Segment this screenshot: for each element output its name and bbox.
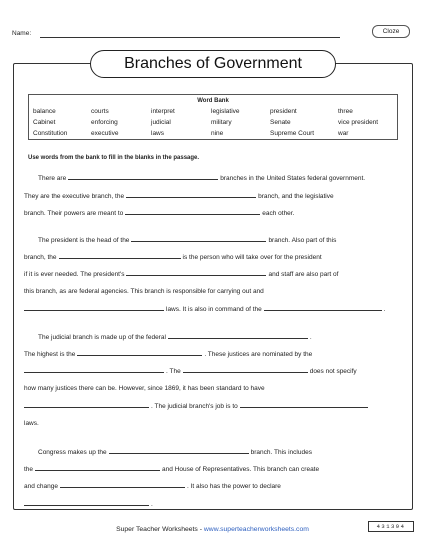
word-bank-word: nine <box>211 130 224 137</box>
word-bank-word: Constitution <box>33 130 68 137</box>
word-bank-word: laws <box>151 130 165 137</box>
passage-line: this branch, as are federal agencies. This branch is responsible for carrying out and <box>24 288 264 295</box>
word-bank-word: Cabinet <box>33 119 56 126</box>
passage-line: branch. Their powers are meant to each other. <box>24 210 295 217</box>
word-bank-word: executive <box>91 130 119 137</box>
passage-line: The president is the head of the branch. Also part of this <box>38 237 337 244</box>
answer-blank[interactable] <box>126 192 256 198</box>
answer-blank[interactable] <box>24 402 149 408</box>
footer-url[interactable]: www.superteacherworksheets.com <box>203 526 309 533</box>
answer-blank[interactable] <box>77 350 202 356</box>
worksheet-code: 431394 <box>368 521 414 532</box>
answer-blank[interactable] <box>24 305 164 311</box>
answer-blank[interactable] <box>35 465 160 471</box>
answer-blank[interactable] <box>109 448 249 454</box>
name-label: Name: <box>12 30 32 37</box>
word-bank-word: vice president <box>338 119 379 126</box>
worksheet-title: Branches of Government <box>90 50 336 78</box>
cloze-badge: Cloze <box>372 25 410 38</box>
passage-line: how many justices there can be. However, since 1869, it has been standard to have <box>24 385 265 392</box>
word-bank-word: three <box>338 108 353 115</box>
answer-blank[interactable] <box>168 333 308 339</box>
footer <box>0 526 425 533</box>
answer-blank[interactable] <box>24 500 149 506</box>
instructions: Use words from the bank to fill in the blanks in the passage. <box>28 155 200 161</box>
footer-separator: - <box>197 526 204 533</box>
word-bank-title: Word Bank <box>197 98 229 104</box>
answer-blank[interactable] <box>183 367 308 373</box>
answer-blank[interactable] <box>126 270 266 276</box>
word-bank-word: interpret <box>151 108 175 115</box>
answer-blank[interactable] <box>59 253 181 259</box>
word-bank <box>28 94 398 140</box>
word-bank-word: balance <box>33 108 56 115</box>
word-bank-word: legislative <box>211 108 240 115</box>
passage-line: Congress makes up the branch. This includes <box>38 449 312 456</box>
passage-line: laws. <box>24 420 39 427</box>
word-bank-word: Senate <box>270 119 291 126</box>
word-bank-word: enforcing <box>91 119 118 126</box>
answer-blank[interactable] <box>240 402 368 408</box>
answer-blank[interactable] <box>131 236 266 242</box>
passage-line: The judicial branch is made up of the federal . <box>38 334 312 341</box>
passage-line: The highest is the . These justices are nominated by the <box>24 351 313 358</box>
word-bank-word: war <box>338 130 349 137</box>
word-bank-word: judicial <box>151 119 171 126</box>
passage-line: and change . It also has the power to declare <box>24 483 281 490</box>
passage-line: the and House of Representatives. This branch can create <box>24 466 320 473</box>
passage-line: . The judicial branch's job is to <box>24 402 414 410</box>
word-bank-word: Supreme Court <box>270 130 315 137</box>
answer-blank[interactable] <box>60 482 185 488</box>
passage-line: They are the executive branch, the branch, and the legislative <box>24 193 334 200</box>
answer-blank[interactable] <box>264 305 382 311</box>
passage-line: There are branches in the United States federal government. <box>38 175 366 182</box>
answer-blank[interactable] <box>24 367 164 373</box>
word-bank-word: military <box>211 119 232 126</box>
passage-line: branch, the is the person who will take over for the president <box>24 254 322 261</box>
passage-line: . The does not specify <box>24 367 414 375</box>
word-bank-word: courts <box>91 108 109 115</box>
answer-blank[interactable] <box>125 209 260 215</box>
passage-line: if it is ever needed. The president's and staff are also part of <box>24 271 339 278</box>
answer-blank[interactable] <box>68 174 218 180</box>
passage-line: laws. It is also in command of the . <box>24 305 414 313</box>
passage-line: . <box>24 500 414 508</box>
word-bank-word: president <box>270 108 297 115</box>
name-field[interactable] <box>40 37 340 38</box>
footer-brand: Super Teacher Worksheets <box>116 526 198 533</box>
